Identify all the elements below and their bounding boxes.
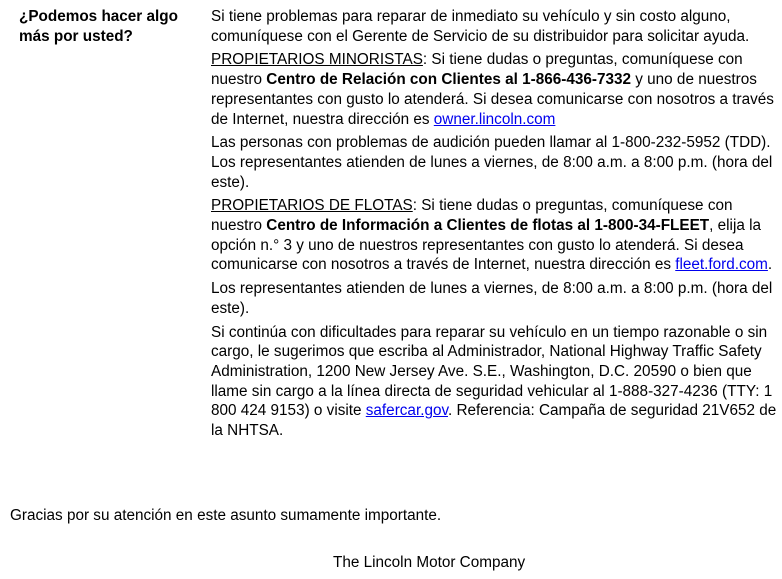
retail-owners-text-1: : Si tiene dudas o preguntas, comuníquese con nuestro — [211, 51, 743, 89]
nhtsa-text-2: . Referencia: Campaña de seguridad 21V652 de la NHTSA. — [211, 402, 777, 440]
nhtsa-paragraph — [211, 323, 777, 441]
fleet-ford-link[interactable]: fleet.ford.com — [675, 256, 768, 274]
service-manager-paragraph: Si tiene problemas para reparar de inmediato su vehículo y sin costo alguno, comuníquese con el Gerente de Servicio de su distribuidor para solicitar ayuda. — [211, 8, 750, 45]
retail-owners-heading: PROPIETARIOS MINORISTAS — [211, 51, 423, 69]
fleet-owners-text-3: . — [767, 256, 773, 274]
fleet-information-phone: Centro de Información a Clientes de flotas al 1-800-34-FLEET — [266, 217, 710, 235]
fleet-owners-paragraph — [211, 196, 777, 275]
fleet-owners-heading: PROPIETARIOS DE FLOTAS — [211, 197, 413, 215]
fleet-owners-text-2: , elija la opción n.° 3 y uno de nuestros representantes con gusto lo atenderá. Si desea comunicarse con nosotros a través de Internet, nuestra dirección es — [211, 217, 762, 274]
retail-owners-text-2: y uno de nuestros representantes con gusto lo atenderá. Si desea comunicarse con nosotros a través de Internet, nuestra dirección es — [211, 71, 774, 128]
customer-relations-phone: Centro de Relación con Clientes al 1-866-436-7332 — [266, 71, 632, 89]
safercar-link[interactable]: safercar.gov — [365, 402, 448, 420]
fleet-owners-text-1: : Si tiene dudas o preguntas, comuníquese con nuestro — [211, 197, 733, 235]
retail-owners-paragraph — [211, 50, 777, 129]
owner-lincoln-link[interactable]: owner.lincoln.com — [433, 110, 556, 128]
company-signature: The Lincoln Motor Company — [333, 554, 526, 571]
question-heading: ¿Podemos hacer algo más por usted? — [19, 8, 178, 45]
hours-paragraph: Los representantes atienden de lunes a viernes, de 8:00 a.m. a 8:00 p.m. (hora del este). — [211, 280, 773, 317]
answer-column — [211, 7, 777, 445]
thanks-line: Gracias por su atención en este asunto sumamente importante. — [10, 507, 442, 524]
nhtsa-text-1: Si continúa con dificultades para reparar su vehículo en un tiempo razonable o sin cargo, le sugerimos que escriba al Administrador, National Highway Traffic Safety Administration, 1200 New Jersey Ave. S.E., Washington, D.C. 20590 o bien que llame sin cargo a la línea directa de seguridad vehicular al 1-888-327-4236 (TTY: 1 800 424 9153) o visite — [211, 323, 773, 420]
hearing-impaired-paragraph: Las personas con problemas de audición pueden llamar al 1-800-232-5952 (TDD). Los representantes atienden de lunes a viernes, de 8:00 a.m. a 8:00 p.m. (hora del este). — [211, 134, 773, 191]
